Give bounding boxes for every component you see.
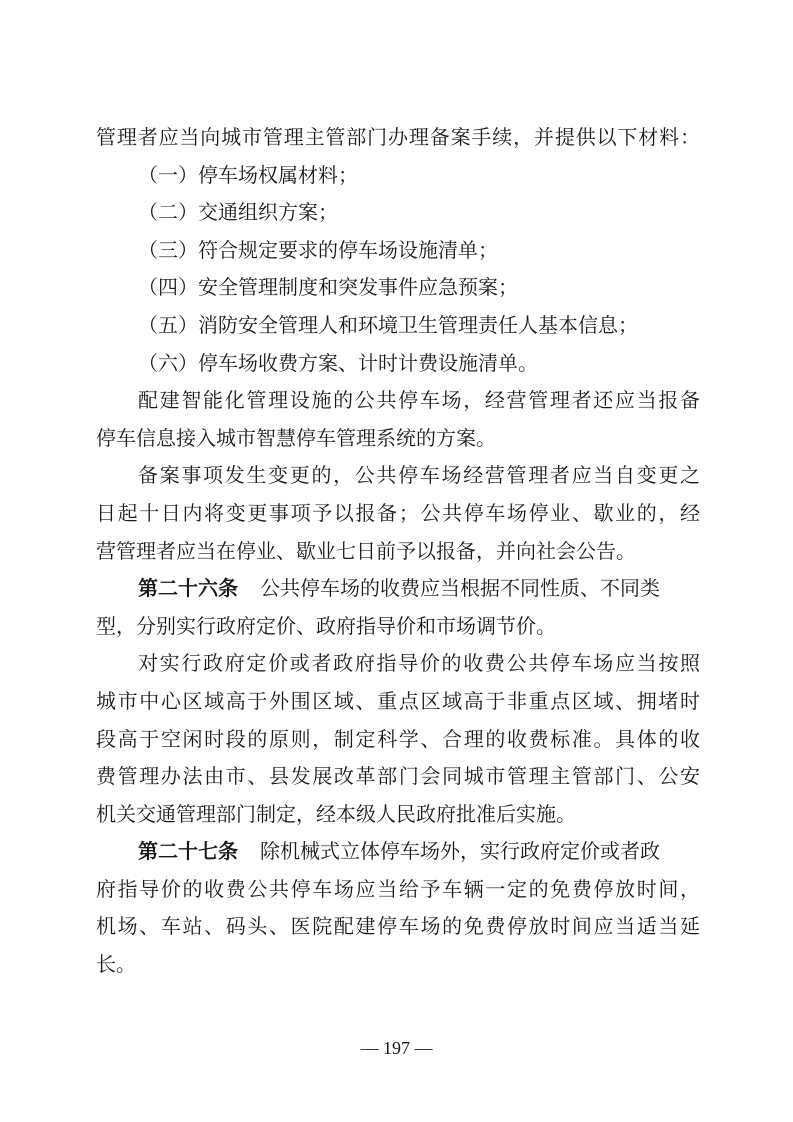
list-item: （四）安全管理制度和突发事件应急预案； [138, 275, 518, 300]
text-line: 机场、车站、码头、医院配建停车场的免费停放时间应当适当延 [96, 914, 700, 939]
article-heading: 第二十七条 [138, 839, 238, 864]
text-line: 府指导价的收费公共停车场应当给予车辆一定的免费停放时间， [96, 876, 700, 901]
page-number: — 197 — [360, 1038, 433, 1058]
text-line: 段高于空闲时段的原则，制定科学、合理的收费标准。具体的收 [96, 726, 700, 751]
text-line: 日起十日内将变更事项予以报备；公共停车场停业、歇业的，经 [96, 500, 700, 525]
document-body [96, 119, 700, 984]
article-26-line [96, 570, 700, 608]
text-line: 机关交通管理部门制定，经本级人民政府批准后实施。 [96, 801, 576, 826]
text-line: 备案事项发生变更的，公共停车场经营管理者应当自变更之 [138, 463, 700, 488]
list-item: （六）停车场收费方案、计时计费设施清单。 [138, 350, 538, 375]
list-item: （二）交通组织方案； [138, 200, 338, 225]
article-text: 除机械式立体停车场外，实行政府定价或者政 [260, 839, 660, 864]
text-line: 对实行政府定价或者政府指导价的收费公共停车场应当按照 [138, 651, 700, 676]
text-line: 营管理者应当在停业、歇业七日前予以报备，并向社会公告。 [96, 538, 636, 563]
text-line: 费管理办法由市、县发展改革部门会同城市管理主管部门、公安 [96, 764, 700, 789]
text-line: 停车信息接入城市智慧停车管理系统的方案。 [96, 425, 496, 450]
text-line: 城市中心区域高于外围区域、重点区域高于非重点区域、拥堵时 [96, 688, 700, 713]
list-item: （五）消防安全管理人和环境卫生管理责任人基本信息； [138, 312, 638, 337]
list-item: （一）停车场权属材料； [138, 162, 358, 187]
list-item: （三）符合规定要求的停车场设施清单； [138, 237, 498, 262]
text-line: 管理者应当向城市管理主管部门办理备案手续，并提供以下材料： [96, 125, 700, 149]
text-line: 型，分别实行政府定价、政府指导价和市场调节价。 [96, 613, 556, 638]
text-line: 长。 [96, 952, 136, 977]
text-line: 配建智能化管理设施的公共停车场，经营管理者还应当报备 [138, 388, 700, 413]
article-text: 公共停车场的收费应当根据不同性质、不同类 [260, 576, 660, 601]
article-heading: 第二十六条 [138, 576, 238, 601]
article-27-line [96, 833, 700, 871]
